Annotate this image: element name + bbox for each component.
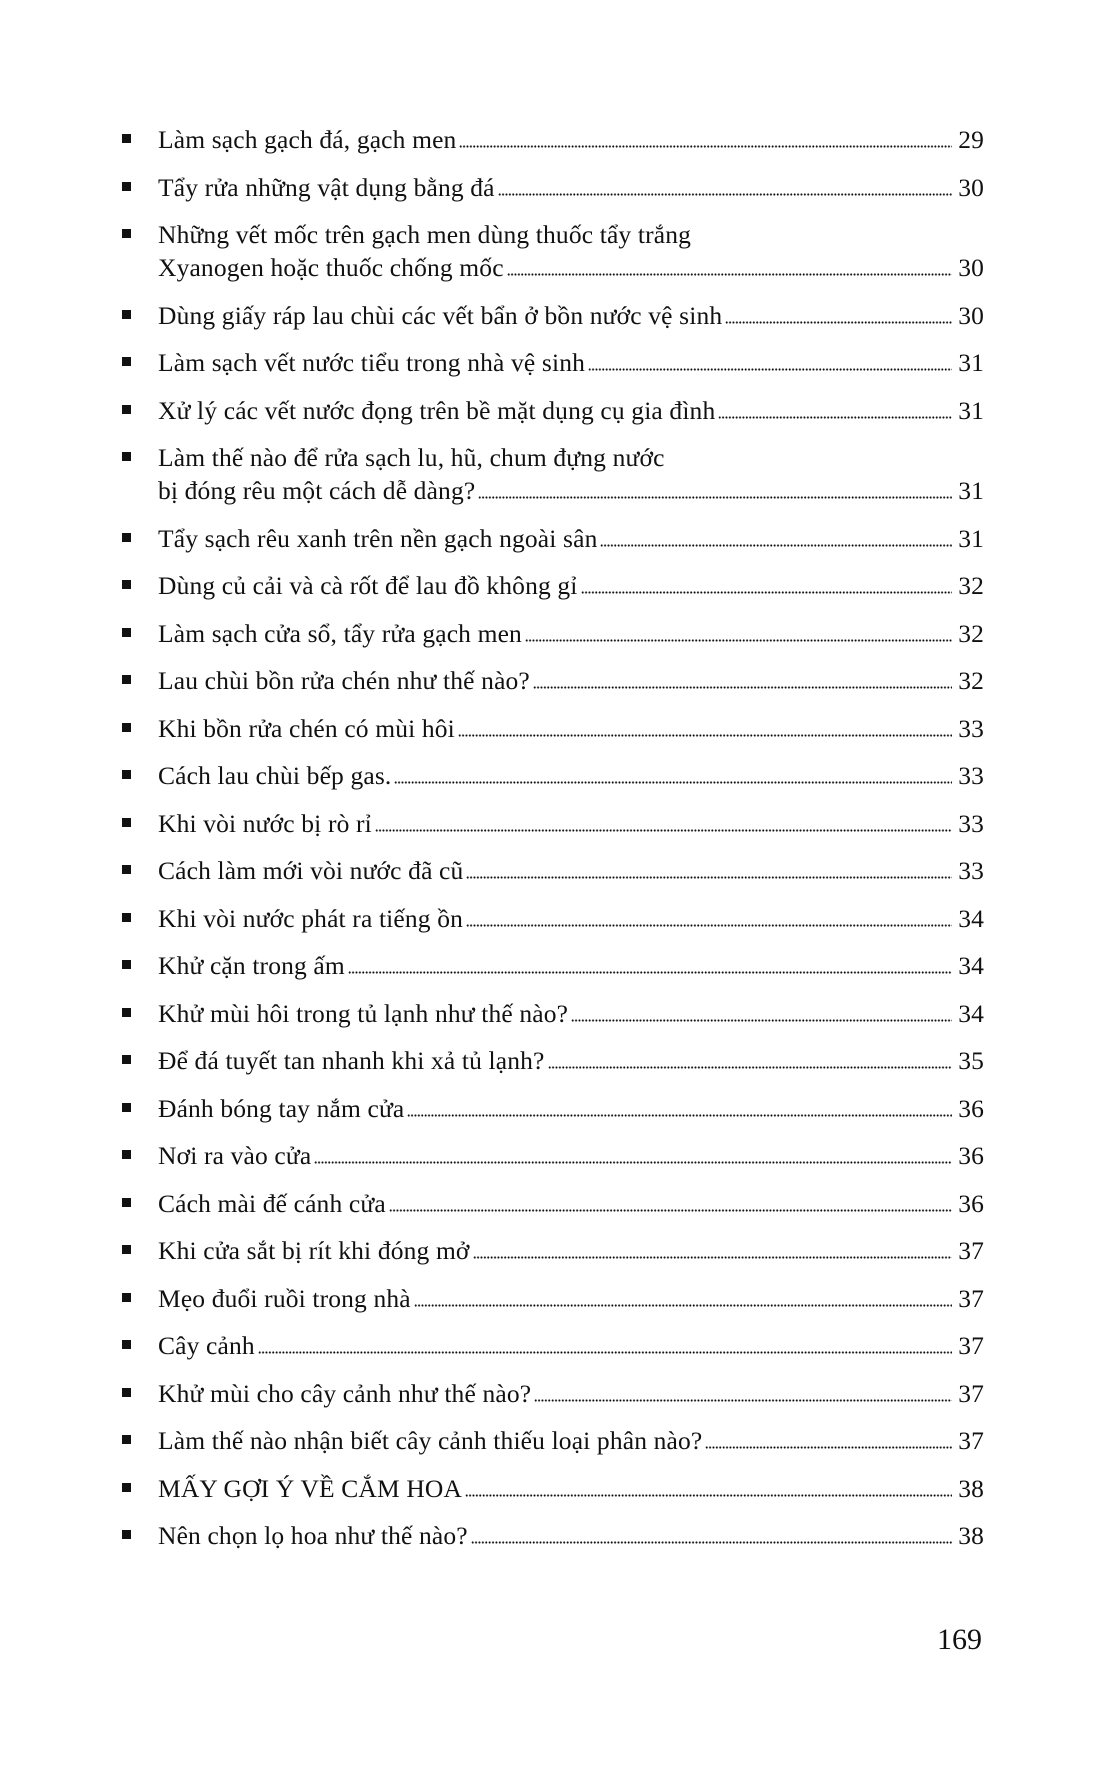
- toc-entry-row: [158, 1139, 984, 1172]
- toc-entry-row: [158, 854, 984, 887]
- toc-entry[interactable]: [120, 171, 984, 204]
- square-bullet-icon: [122, 1008, 131, 1017]
- toc-entry-title: Khử cặn trong ấm: [158, 951, 345, 980]
- square-bullet-icon: [122, 628, 131, 637]
- dot-leader: [414, 1304, 952, 1307]
- dot-leader: [507, 273, 952, 276]
- toc-entry-title: Để đá tuyết tan nhanh khi xả tủ lạnh?: [158, 1046, 545, 1075]
- toc-entry-row: [158, 474, 984, 507]
- toc-entry-row: [158, 1092, 984, 1125]
- toc-entry-row: [158, 1472, 984, 1505]
- toc-entry-title: MẤY GỢI Ý VỀ CẮM HOA: [158, 1473, 463, 1503]
- toc-entry-page: 37: [958, 1236, 984, 1265]
- dot-leader: [471, 1541, 952, 1544]
- toc-entry[interactable]: [120, 1092, 984, 1125]
- table-of-contents: [120, 123, 984, 1567]
- square-bullet-icon: [122, 1435, 131, 1444]
- toc-entry-row: [158, 171, 984, 204]
- square-bullet-icon: [122, 134, 131, 143]
- toc-entry[interactable]: [120, 712, 984, 745]
- square-bullet-icon: [122, 1245, 131, 1254]
- toc-entry[interactable]: [120, 394, 984, 427]
- toc-entry-page: 31: [958, 523, 984, 553]
- toc-entry-page: 32: [958, 666, 984, 695]
- toc-entry-row: [158, 1234, 984, 1267]
- toc-entry-title: Khử mùi hôi trong tủ lạnh như thế nào?: [158, 998, 569, 1028]
- toc-entry-title: Nơi ra vào cửa: [158, 1141, 312, 1170]
- toc-entry-page: 31: [958, 395, 984, 425]
- square-bullet-icon: [122, 960, 131, 969]
- square-bullet-icon: [122, 357, 131, 366]
- square-bullet-icon: [122, 1055, 131, 1064]
- toc-entry-row: [158, 346, 984, 379]
- toc-entry-title: Xyanogen hoặc thuốc chống mốc: [158, 253, 504, 282]
- toc-entry-page: 38: [958, 1521, 984, 1550]
- toc-entry-row: [158, 807, 984, 840]
- dot-leader: [458, 734, 952, 737]
- toc-entry-row: [158, 902, 984, 935]
- toc-entry[interactable]: [120, 1187, 984, 1220]
- square-bullet-icon: [122, 580, 131, 589]
- toc-entry-title: Làm sạch vết nước tiểu trong nhà vệ sinh: [158, 348, 586, 377]
- toc-entry[interactable]: [120, 1377, 984, 1410]
- toc-entry-row: [158, 712, 984, 745]
- toc-entry-row: [158, 299, 984, 332]
- toc-entry-row: [158, 664, 984, 697]
- toc-entry[interactable]: [120, 1519, 984, 1552]
- toc-entry-title-line: Làm thế nào để rửa sạch lu, hũ, chum đựng nước: [158, 443, 665, 472]
- toc-entry-page: 37: [958, 1283, 984, 1313]
- toc-entry-page: 33: [958, 808, 984, 838]
- toc-entry-page: 35: [958, 1046, 984, 1075]
- toc-entry[interactable]: [120, 664, 984, 697]
- toc-entry-title: Cách làm mới vòi nước đã cũ: [158, 856, 464, 885]
- toc-entry[interactable]: [120, 617, 984, 650]
- toc-entry-row: [158, 394, 984, 427]
- toc-entry-page: 33: [958, 713, 984, 743]
- dot-leader: [459, 145, 952, 148]
- square-bullet-icon: [122, 913, 131, 922]
- dot-leader: [718, 416, 952, 419]
- toc-entry-row: [158, 1282, 984, 1315]
- toc-entry-title: Khi bồn rửa chén có mùi hôi: [158, 713, 455, 743]
- dot-leader: [258, 1351, 952, 1354]
- toc-entry[interactable]: [120, 854, 984, 887]
- toc-entry[interactable]: [120, 441, 984, 507]
- dot-leader: [533, 686, 952, 689]
- toc-entry-page: 29: [958, 125, 984, 154]
- dot-leader: [348, 971, 952, 974]
- toc-entry-title: Dùng giấy ráp lau chùi các vết bẩn ở bồn nước vệ sinh: [158, 300, 723, 330]
- square-bullet-icon: [122, 1293, 131, 1302]
- square-bullet-icon: [122, 533, 131, 542]
- square-bullet-icon: [122, 1340, 131, 1349]
- toc-entry-page: 36: [958, 1188, 984, 1218]
- toc-entry[interactable]: [120, 807, 984, 840]
- toc-entry-page: 34: [958, 998, 984, 1028]
- dot-leader: [375, 829, 952, 832]
- toc-entry-title: Tẩy rửa những vật dụng bằng đá: [158, 172, 495, 202]
- dot-leader: [571, 1019, 952, 1022]
- dot-leader: [394, 781, 952, 784]
- square-bullet-icon: [122, 1388, 131, 1397]
- toc-entry[interactable]: [120, 1044, 984, 1077]
- toc-entry-page: 30: [958, 253, 984, 282]
- toc-entry-page: 31: [958, 348, 984, 377]
- toc-entry-row: [158, 1519, 984, 1552]
- toc-entry[interactable]: [120, 522, 984, 555]
- toc-entry-row: [158, 949, 984, 982]
- square-bullet-icon: [122, 1483, 131, 1492]
- dot-leader: [725, 321, 952, 324]
- square-bullet-icon: [122, 452, 131, 461]
- toc-entry-row: [158, 617, 984, 650]
- toc-entry-page: 30: [958, 300, 984, 330]
- toc-entry[interactable]: [120, 1139, 984, 1172]
- toc-entry-page: 33: [958, 856, 984, 885]
- toc-entry-page: 37: [958, 1331, 984, 1360]
- square-bullet-icon: [122, 723, 131, 732]
- toc-entry-title: Làm sạch cửa sổ, tẩy rửa gạch men: [158, 618, 522, 648]
- dot-leader: [525, 639, 952, 642]
- toc-entry-title-line: Những vết mốc trên gạch men dùng thuốc tẩy trắng: [158, 220, 692, 249]
- dot-leader: [498, 193, 952, 196]
- toc-entry-page: 36: [958, 1141, 984, 1170]
- toc-entry-row: [158, 123, 984, 156]
- toc-entry-row: [158, 1187, 984, 1220]
- toc-entry-row: [158, 1424, 984, 1457]
- toc-entry-row: [158, 1044, 984, 1077]
- square-bullet-icon: [122, 182, 131, 191]
- dot-leader: [588, 368, 952, 371]
- square-bullet-icon: [122, 405, 131, 414]
- toc-entry[interactable]: [120, 123, 984, 156]
- dot-leader: [478, 496, 952, 499]
- toc-entry[interactable]: [120, 997, 984, 1030]
- toc-entry[interactable]: [120, 1329, 984, 1362]
- toc-entry-title: Cây cảnh: [158, 1331, 255, 1360]
- dot-leader: [466, 876, 952, 879]
- toc-entry[interactable]: [120, 569, 984, 602]
- toc-entry-page: 31: [958, 476, 984, 505]
- toc-entry-row: [158, 251, 984, 284]
- toc-entry-page: 34: [958, 951, 984, 980]
- toc-entry-page: 33: [958, 761, 984, 790]
- dot-leader: [465, 1494, 952, 1497]
- square-bullet-icon: [122, 1198, 131, 1207]
- toc-entry-title: Lau chùi bồn rửa chén như thế nào?: [158, 666, 530, 695]
- toc-entry-row: [158, 522, 984, 555]
- toc-entry-row: [158, 1377, 984, 1410]
- toc-entry-row: [158, 569, 984, 602]
- square-bullet-icon: [122, 310, 131, 319]
- toc-entry[interactable]: [120, 759, 984, 792]
- toc-entry-page: 36: [958, 1093, 984, 1123]
- dot-leader: [314, 1161, 952, 1164]
- dot-leader: [407, 1114, 952, 1117]
- toc-entry-title: Khi vòi nước phát ra tiếng ồn: [158, 903, 464, 933]
- toc-entry-page: 32: [958, 618, 984, 648]
- square-bullet-icon: [122, 818, 131, 827]
- toc-entry-page: 38: [958, 1473, 984, 1503]
- square-bullet-icon: [122, 229, 131, 238]
- square-bullet-icon: [122, 675, 131, 684]
- toc-entry-title: Đánh bóng tay nắm cửa: [158, 1093, 405, 1123]
- toc-entry[interactable]: [120, 949, 984, 982]
- toc-entry-title: Khử mùi cho cây cảnh như thế nào?: [158, 1378, 532, 1408]
- square-bullet-icon: [122, 1103, 131, 1112]
- square-bullet-icon: [122, 865, 131, 874]
- toc-entry-title: Khi cửa sắt bị rít khi đóng mở: [158, 1236, 470, 1265]
- toc-entry[interactable]: [120, 902, 984, 935]
- toc-entry[interactable]: [120, 218, 984, 284]
- dot-leader: [466, 924, 952, 927]
- toc-entry[interactable]: [120, 1234, 984, 1267]
- page-number: 169: [937, 1623, 982, 1656]
- toc-entry[interactable]: [120, 346, 984, 379]
- toc-entry-title: Làm sạch gạch đá, gạch men: [158, 125, 457, 154]
- toc-entry[interactable]: [120, 1424, 984, 1457]
- toc-entry-row: [158, 759, 984, 792]
- square-bullet-icon: [122, 1150, 131, 1159]
- toc-entry-page: 37: [958, 1378, 984, 1408]
- toc-entry-page: 30: [958, 172, 984, 202]
- dot-leader: [389, 1209, 952, 1212]
- toc-entry[interactable]: [120, 1472, 984, 1505]
- toc-entry-page: 32: [958, 571, 984, 600]
- toc-entry-title: Mẹo đuổi ruồi trong nhà: [158, 1283, 411, 1313]
- dot-leader: [581, 591, 952, 594]
- toc-entry-title: Dùng củ cải và cà rốt để lau đồ không gỉ: [158, 571, 578, 600]
- dot-leader: [534, 1399, 952, 1402]
- toc-entry[interactable]: [120, 1282, 984, 1315]
- dot-leader: [548, 1066, 952, 1069]
- toc-entry-title: Nên chọn lọ hoa như thế nào?: [158, 1521, 468, 1550]
- toc-entry-title: Khi vòi nước bị rò rỉ: [158, 808, 372, 838]
- toc-entry-page: 34: [958, 903, 984, 933]
- toc-entry-title: Cách lau chùi bếp gas.: [158, 761, 392, 790]
- square-bullet-icon: [122, 770, 131, 779]
- toc-entry-row: [158, 997, 984, 1030]
- dot-leader: [600, 544, 952, 547]
- toc-entry-title: Tẩy sạch rêu xanh trên nền gạch ngoài sân: [158, 523, 598, 553]
- dot-leader: [705, 1446, 952, 1449]
- toc-entry-page: 37: [958, 1426, 984, 1455]
- dot-leader: [473, 1256, 952, 1259]
- toc-entry-title: Làm thế nào nhận biết cây cảnh thiếu loại phân nào?: [158, 1426, 703, 1455]
- toc-entry-title: Xử lý các vết nước đọng trên bề mặt dụng cụ gia đình: [158, 395, 716, 425]
- square-bullet-icon: [122, 1530, 131, 1539]
- toc-entry-row: [158, 1329, 984, 1362]
- toc-entry-title: Cách mài đế cánh cửa: [158, 1188, 386, 1218]
- toc-entry-title: bị đóng rêu một cách dễ dàng?: [158, 476, 476, 505]
- toc-entry[interactable]: [120, 299, 984, 332]
